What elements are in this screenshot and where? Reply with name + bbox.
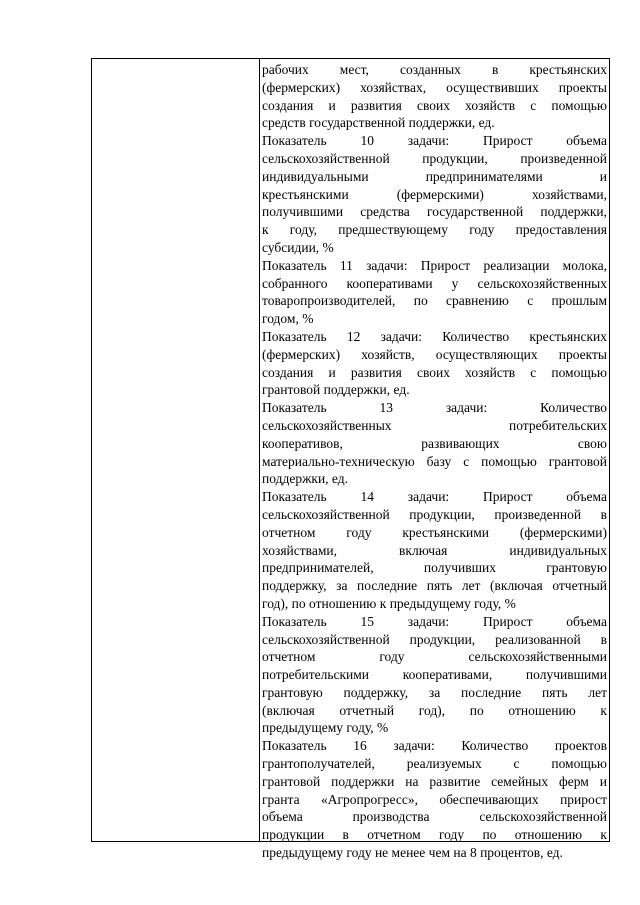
text-line: (фермерских) хозяйств, осуществляющих проекты (262, 346, 607, 362)
text-line: сельскохозяйственной продукции, произведенной в (262, 506, 607, 522)
text-line: создания и развития своих хозяйств с помощью (262, 97, 607, 113)
text-line: индивидуальными предпринимателями и (262, 168, 607, 184)
empty-left-cell (92, 59, 259, 841)
text-line: сельскохозяйственной продукции, произведенной (262, 150, 607, 166)
text-line: собранного кооперативами у сельскохозяйственных (262, 275, 607, 291)
text-line: получившими средства государственной поддержки, (262, 204, 607, 220)
text-line: создания и развития своих хозяйств с помощью (262, 364, 607, 380)
text-line: к году, предшествующему году предоставления (262, 222, 607, 238)
text-line: предыдущему году не менее чем на 8 процентов, ед. (262, 845, 563, 861)
text-line: Показатель 15 задачи: Прирост объема (262, 613, 607, 629)
text-line: грантовую поддержку, за последние пять лет (262, 684, 607, 700)
text-line: хозяйствами, включая индивидуальных (262, 542, 607, 558)
text-line: объема производства сельскохозяйственной (262, 809, 607, 825)
text-line: предыдущему году, % (262, 720, 389, 736)
text-line: год), по отношению к предыдущему году, % (262, 595, 516, 611)
text-line: Показатель 10 задачи: Прирост объема (262, 133, 607, 149)
indicators-table (91, 58, 610, 861)
text-line: сельскохозяйственной продукции, реализованной в (262, 631, 607, 647)
text-line: Показатель 13 задачи: Количество (262, 400, 607, 416)
text-line: Показатель 16 задачи: Количество проектов (262, 738, 607, 754)
text-line: грантовой поддержки на развитие семейных ферм и (262, 773, 607, 789)
text-line: кооперативов, развивающих свою (262, 435, 607, 451)
text-line: (включая отчетный год), по отношению к (262, 702, 607, 718)
text-line: потребительскими кооперативами, получившими (262, 667, 607, 683)
text-line: продукции в отчетном году по отношению к (262, 827, 607, 843)
text-line: средств государственной поддержки, ед. (262, 115, 495, 131)
text-line: годом, % (262, 311, 314, 327)
text-line: грантовой поддержки, ед. (262, 382, 410, 398)
text-line: гранта «Агропрогресс», обеспечивающих прирост (262, 791, 607, 807)
text-line: рабочих мест, созданных в крестьянских (262, 62, 607, 77)
text-line: отчетном году сельскохозяйственными (262, 649, 607, 665)
text-line: субсидии, % (262, 239, 334, 255)
text-line: Показатель 11 задачи: Прирост реализации молока, (262, 257, 607, 273)
indicators-text-cell (260, 61, 610, 862)
text-line: (фермерских) хозяйствах, осуществивших проекты (262, 79, 607, 95)
text-line: Показатель 14 задачи: Прирост объема (262, 489, 607, 505)
text-line: крестьянскими (фермерскими) хозяйствами, (262, 186, 607, 202)
text-line: отчетном году крестьянскими (фермерскими) (262, 524, 607, 540)
text-line: поддержки, ед. (262, 471, 348, 487)
text-line: грантополучателей, реализуемых с помощью (262, 756, 607, 772)
text-line: товаропроизводителей, по сравнению с прошлым (262, 293, 607, 309)
text-line: Показатель 12 задачи: Количество крестьянских (262, 328, 607, 344)
text-line: сельскохозяйственных потребительских (262, 417, 607, 433)
text-line: материально-техническую базу с помощью грантовой (262, 453, 607, 469)
text-line: предпринимателей, получивших грантовую (262, 560, 607, 576)
text-line: поддержку, за последние пять лет (включая отчетный (262, 578, 607, 594)
